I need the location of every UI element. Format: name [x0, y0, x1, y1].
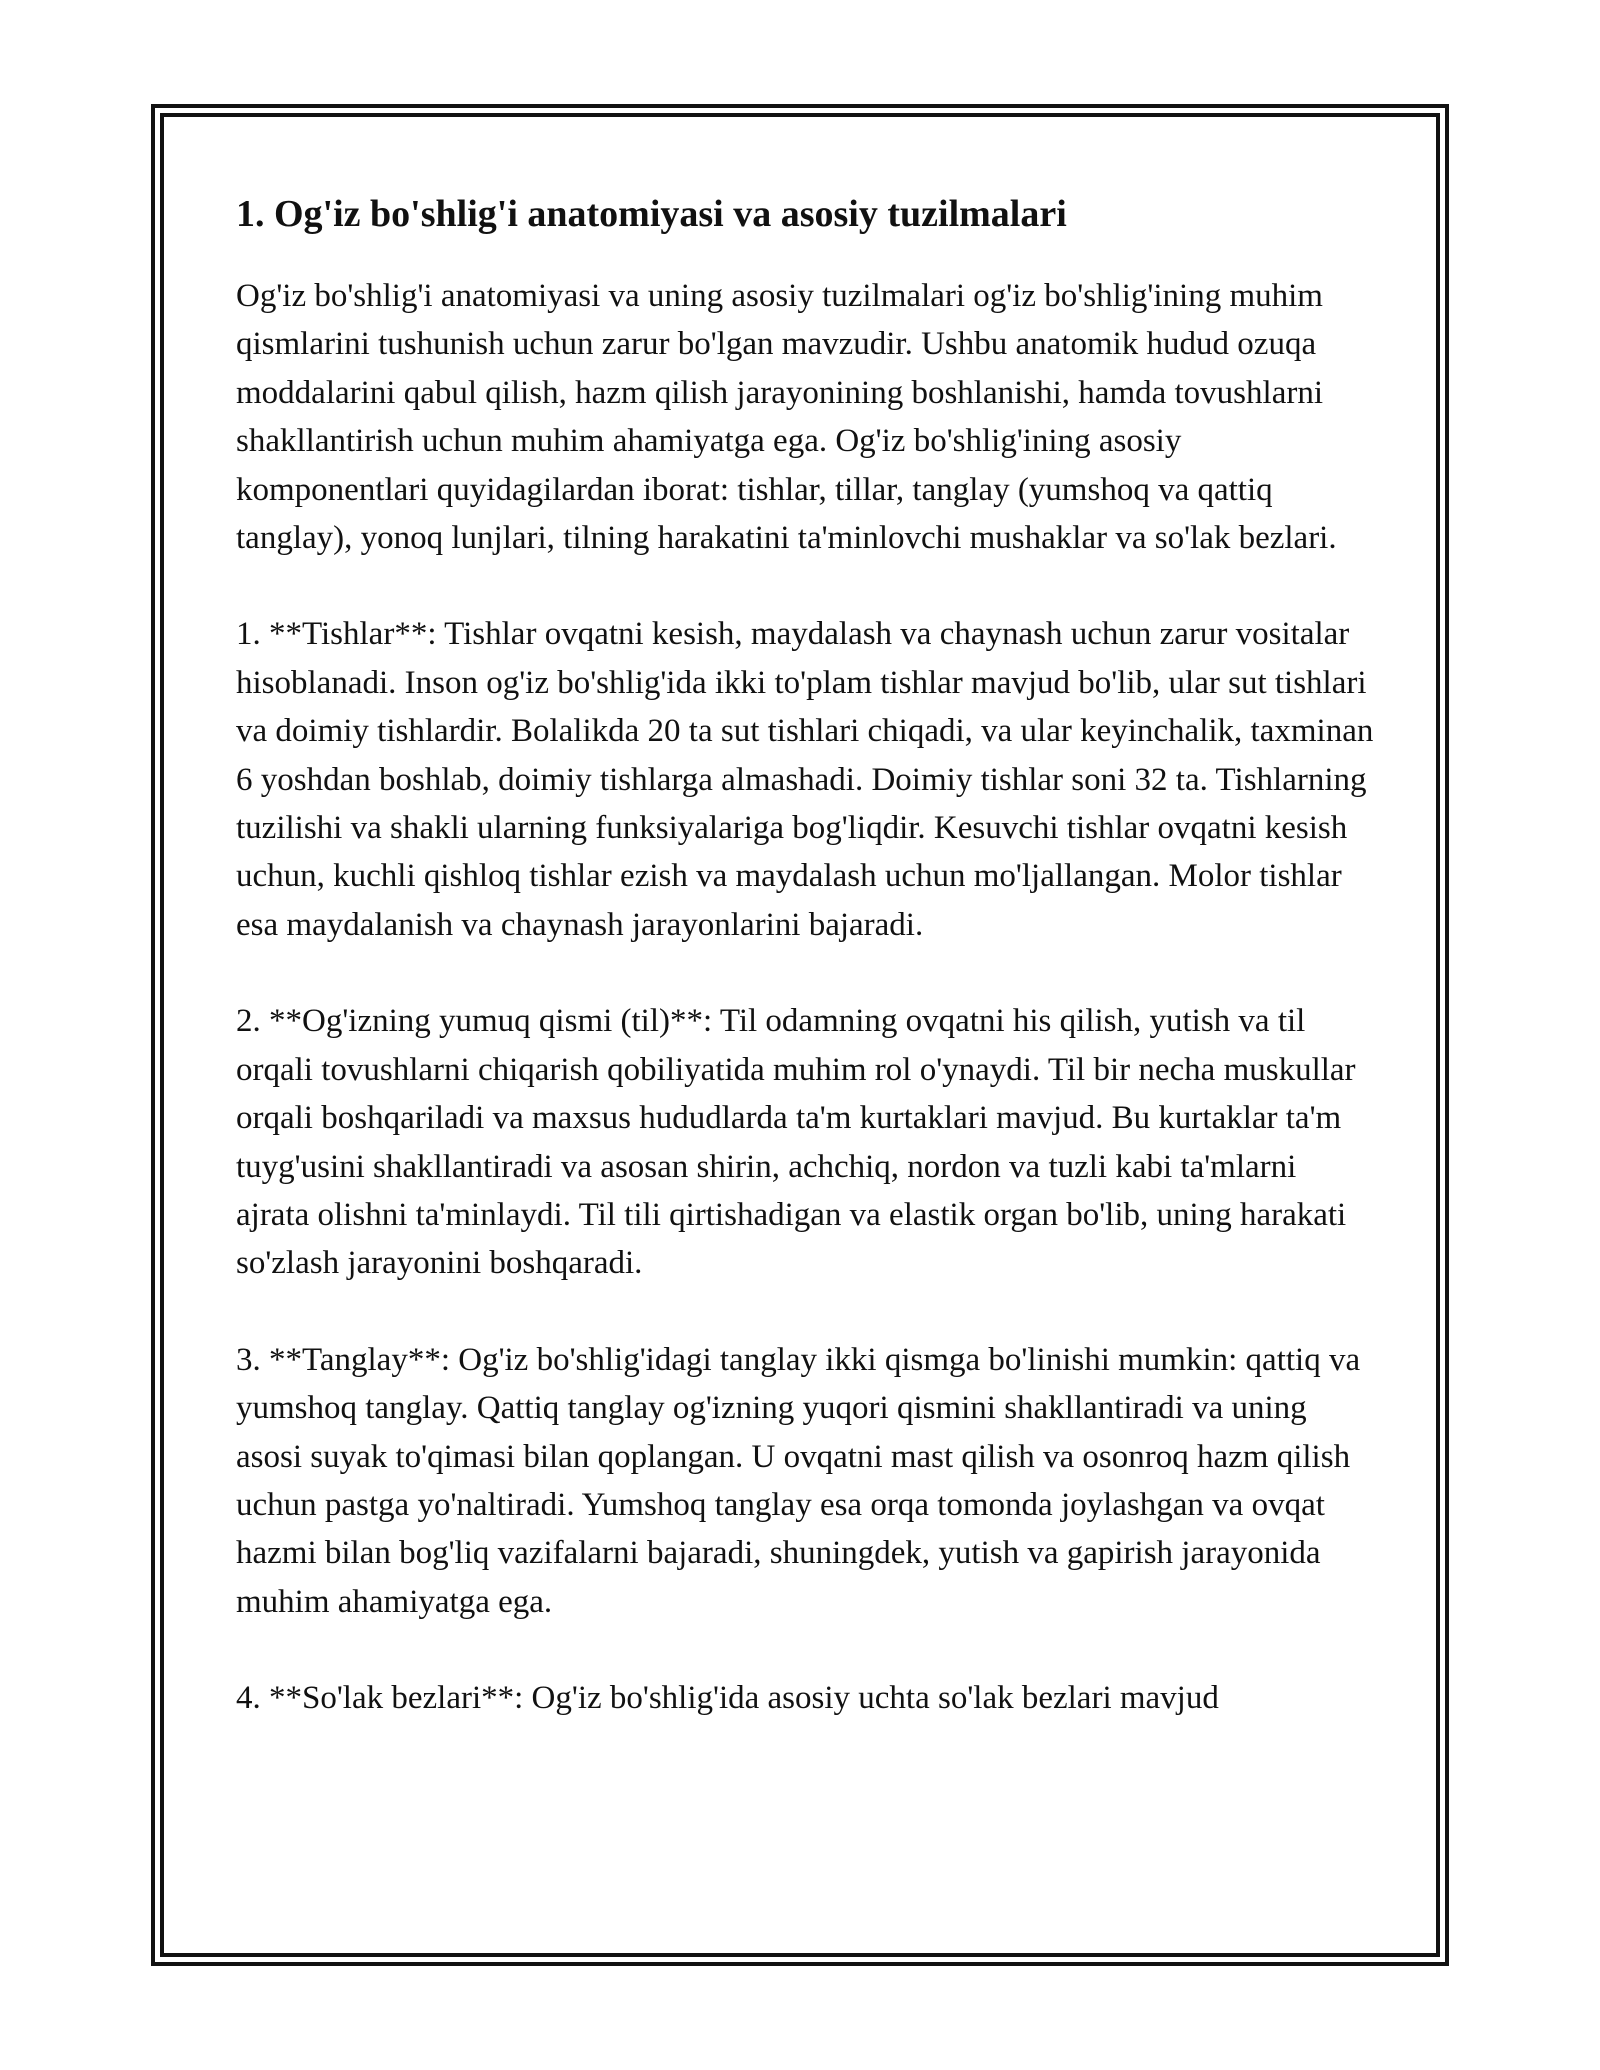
intro-paragraph: Og'iz bo'shlig'i anatomiyasi va uning asosiy tuzilmalari og'iz bo'shlig'ining muhim qismlarini tushunish uchun zarur bo'lgan mavzudir. Ushbu anatomik hudud ozuqa moddalarini qabul qilish, hazm qilish jarayonining boshlanishi, hamda tovushlarni shakllantirish uchun muhim ahamiyatga ega. Og'iz bo'shlig'ining asosiy komponentlari quyidagilardan iborat: tishlar, tillar, tanglay (yumshoq va qattiq tanglay), yonoq lunjlari, tilning harakatini ta'minlovchi mushaklar va so'lak bezlari. [236, 278, 1337, 557]
paragraph-palate: 3. **Tanglay**: Og'iz bo'shlig'idagi tanglay ikki qismga bo'linishi mumkin: qattiq va yumshoq tanglay. Qattiq tanglay og'izning yuqori qismini shakllantiradi va uning asosi suyak to'qimasi bilan qoplangan. U ovqatni mast qilish va osonroq hazm qilish uchun pastga yo'naltiradi. Yumshoq tanglay esa orqa tomonda joylashgan va ovqat hazmi bilan bog'liq vazifalarni bajaradi, shuningdek, yutish va gapirish jarayonida muhim ahamiyatga ega. [236, 1341, 1361, 1620]
section-heading: 1. Og'iz bo'shlig'i anatomiyasi va asosiy tuzilmalari [236, 193, 1067, 235]
document-body [236, 186, 1376, 1723]
paragraph-salivary-glands: 4. **So'lak bezlari**: Og'iz bo'shlig'ida asosiy uchta so'lak bezlari mavjud [236, 1680, 1219, 1717]
paragraph-tongue: 2. **Og'izning yumuq qismi (til)**: Til odamning ovqatni his qilish, yutish va til orqali tovushlarni chiqarish qobiliyatida muhim rol o'ynaydi. Til bir necha muskullar orqali boshqariladi va maxsus hududlarda ta'm kurtaklari mavjud. Bu kurtaklar ta'm tuyg'usini shakllantiradi va asosan shirin, achchiq, nordon va tuzli kabi ta'mlarni ajrata olishni ta'minlaydi. Til tili qirtishadigan va elastik organ bo'lib, uning harakati so'zlash jarayonini boshqaradi. [236, 1003, 1356, 1282]
paragraph-teeth: 1. **Tishlar**: Tishlar ovqatni kesish, maydalash va chaynash uchun zarur vositalar hisoblanadi. Inson og'iz bo'shlig'ida ikki to'plam tishlar mavjud bo'lib, ular sut tishlari va doimiy tishlardir. Bolalikda 20 ta sut tishlari chiqadi, va ular keyinchalik, taxminan 6 yoshdan boshlab, doimiy tishlarga almashadi. Doimiy tishlar soni 32 ta. Tishlarning tuzilishi va shakli ularning funksiyalariga bog'liqdir. Kesuvchi tishlar ovqatni kesish uchun, kuchli qishloq tishlar ezish va maydalash uchun mo'ljallangan. Molor tishlar esa maydalanish va chaynash jarayonlarini bajaradi. [236, 616, 1374, 943]
